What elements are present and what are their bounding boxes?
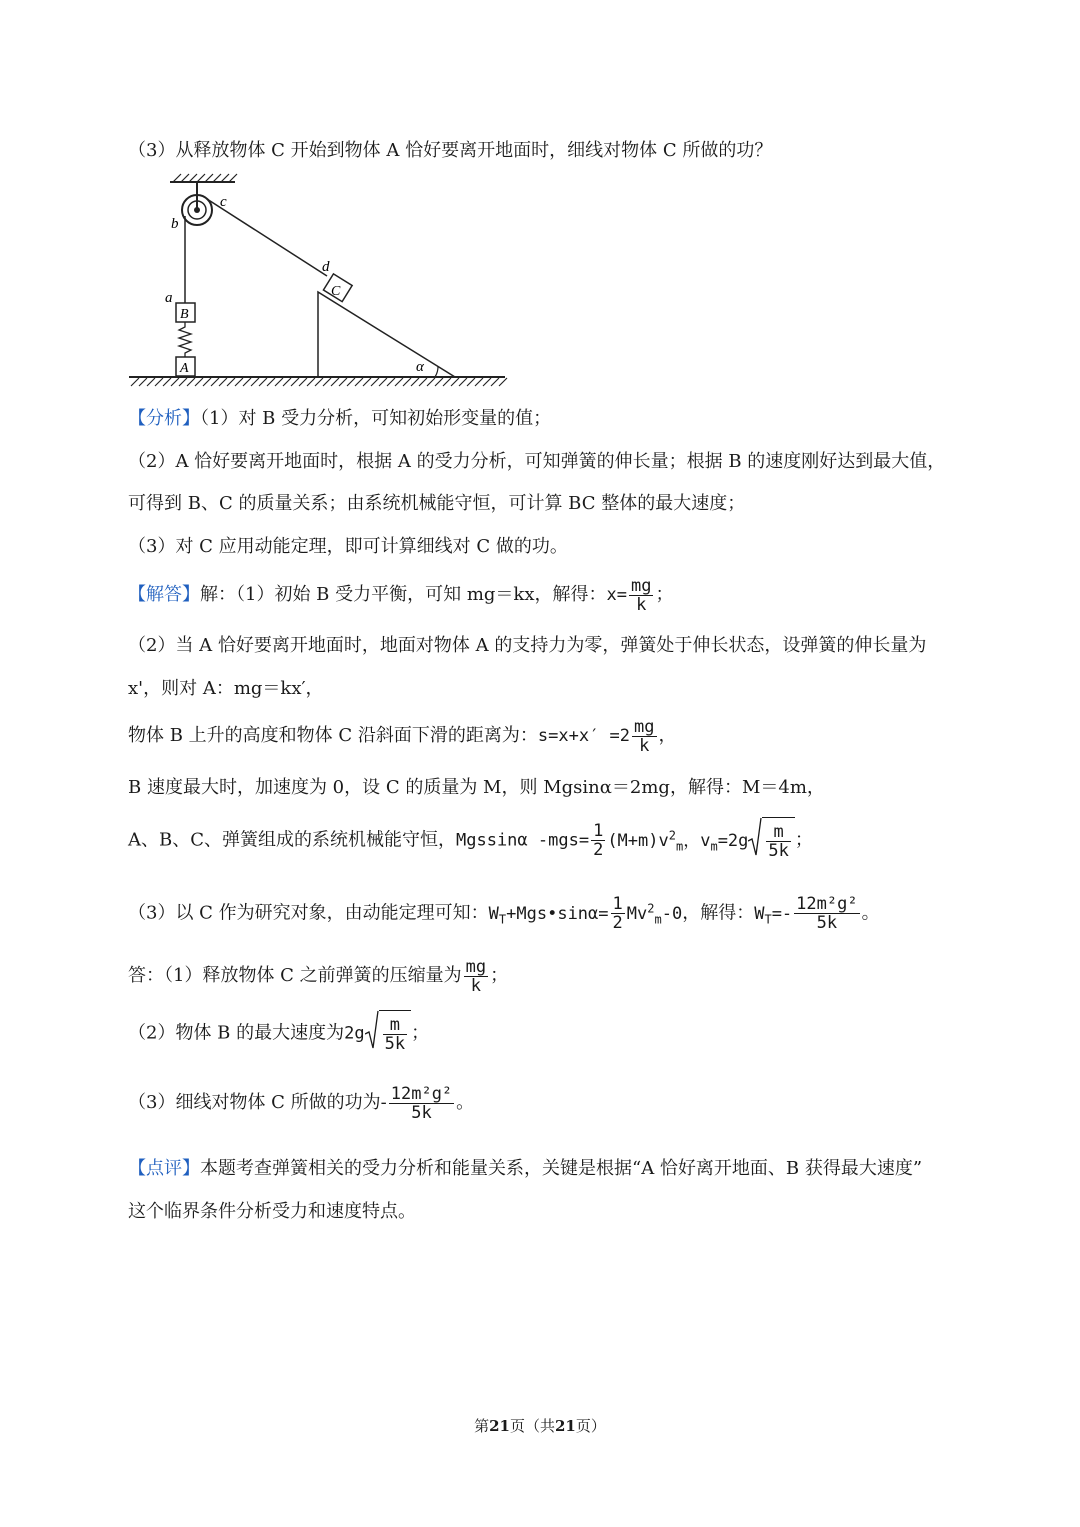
hatch-mark [283, 378, 291, 386]
hatch-mark [259, 378, 267, 386]
hatch-mark [187, 378, 195, 386]
label-A: A [180, 361, 189, 376]
solution-line-5: B 速度最大时，加速度为 0，设 C 的质量为 M，则 Mgsinα＝2mg，解得：M＝4m， [128, 777, 825, 798]
hatch-mark [499, 378, 507, 386]
solution-line-2: （2）当 A 恰好要离开地面时，地面对物体 A 的支持力为零，弹簧处于伸长状态，设弹簧的伸长量为 [128, 635, 927, 656]
hatch-mark [483, 378, 491, 386]
comment-tag: 【点评】 [128, 1158, 200, 1179]
analysis-line-1: 【分析】（1）对 B 受力分析，可知初始形变量的值； [128, 408, 552, 429]
hatch-mark [427, 378, 435, 386]
sqrt-m-5k: $\frac{m}{5k}$ [748, 817, 794, 864]
hatch-mark [363, 378, 371, 386]
hatch-mark [387, 378, 395, 386]
comment-line-1: 【点评】本题考查弹簧相关的受力分析和能量关系，关键是根据“A 恰好离开地面、B 获得最大速度” [128, 1158, 923, 1179]
fraction-work: $\frac{\text{12m²g²}}{5k}$ [796, 894, 858, 934]
comment-line-2: 这个临界条件分析受力和速度特点。 [128, 1201, 416, 1222]
answer-line-3: （3）细线对物体 C 所做的功为- $\frac{\text{12m²g²}}{5k}$ 。 [128, 1083, 475, 1123]
label-b: b [171, 216, 179, 232]
hatch-mark [459, 378, 467, 386]
hatch-mark [355, 378, 363, 386]
hatch-mark [171, 378, 179, 386]
analysis-line-3: 可得到 B、C 的质量关系；由系统机械能守恒，可计算 BC 整体的最大速度； [128, 493, 746, 514]
hatch-mark [147, 378, 155, 386]
hatch-mark [411, 378, 419, 386]
hatch-mark [251, 378, 259, 386]
physics-diagram [125, 170, 515, 390]
hatch-mark [339, 378, 347, 386]
page-footer: 第21页（共21页） [474, 1417, 606, 1435]
solution-line-6: A、B、C、弹簧组成的系统机械能守恒，Mgssinα -mgs= $\frac{1}{2}$ $(M+m)v^2_m$，$v_m=2g$ $\frac{m}{5k}$ ； [128, 812, 813, 869]
solution-line-7: （3）以 C 作为研究对象，由动能定理可知：$W_T+Mgs•\sin\alpha=$ $\frac{1}{2}$ $Mv^2_m-0$，解得：$W_T=-$ $\frac{\text{12m²g²}}{5k}$ 。 [128, 894, 880, 934]
hatch-mark [307, 378, 315, 386]
hatch-mark [315, 378, 323, 386]
fraction-mg-k: $\frac{mg}{k}$ [630, 575, 652, 615]
label-B: B [180, 307, 189, 322]
hatch-mark [291, 378, 299, 386]
hatch-mark [331, 378, 339, 386]
hatch-mark [275, 378, 283, 386]
hatch-mark [267, 378, 275, 386]
hatch-mark [435, 378, 443, 386]
analysis-line-2: （2）A 恰好要离开地面时，根据 A 的受力分析，可知弹簧的伸长量；根据 B 的速度刚好达到最大值， [128, 451, 946, 472]
analysis-tag: 【分析】 [128, 408, 200, 429]
hatch-mark [347, 378, 355, 386]
hatch-mark [419, 378, 427, 386]
label-C: C [331, 284, 341, 299]
hatch-mark [203, 378, 211, 386]
ground-hatch [131, 378, 507, 386]
label-d: d [322, 259, 330, 275]
hatch-mark [467, 378, 475, 386]
label-c: c [220, 194, 227, 210]
fraction-mg-k-2: $\frac{mg}{k}$ [634, 716, 655, 756]
solution-line-3: x'，则对 A：mg＝kx′， [128, 678, 324, 699]
hatch-mark [443, 378, 451, 386]
hatch-mark [139, 378, 147, 386]
hatch-mark [451, 378, 459, 386]
hatch-mark [131, 378, 139, 386]
label-a: a [165, 290, 173, 306]
solution-line-1: 【解答】解：（1）初始 B 受力平衡，可知 mg＝kx，解得：x= $\frac{mg}{k}$ ； [128, 575, 674, 615]
hatch-mark [395, 378, 403, 386]
hatch-mark [195, 378, 203, 386]
answer-line-1: 答：（1）释放物体 C 之前弹簧的压缩量为 $\frac{mg}{k}$ ； [128, 956, 509, 996]
hatch-mark [323, 378, 331, 386]
hatch-mark [179, 378, 187, 386]
hatch-mark [243, 378, 251, 386]
hatch-mark [299, 378, 307, 386]
label-alpha: α [416, 359, 424, 375]
hatch-mark [491, 378, 499, 386]
hatch-mark [227, 378, 235, 386]
solution-line-4: 物体 B 上升的高度和物体 C 沿斜面下滑的距离为：s=x+x′ =2 $\frac{mg}{k}$ ， [128, 716, 677, 756]
hatch-mark [371, 378, 379, 386]
hatch-mark [163, 378, 171, 386]
hatch-mark [475, 378, 483, 386]
question-text: （3）从释放物体 C 开始到物体 A 恰好要离开地面时，细线对物体 C 所做的功？ [128, 140, 773, 161]
solution-tag: 【解答】 [128, 584, 200, 605]
hatch-mark [211, 378, 219, 386]
hatch-mark [155, 378, 163, 386]
hatch-mark [403, 378, 411, 386]
answer-line-2: （2）物体 B 的最大速度为2g $\frac{m}{5k}$ ； [128, 1010, 429, 1057]
hatch-mark [219, 378, 227, 386]
analysis-line-4: （3）对 C 应用动能定理，即可计算细线对 C 做的功。 [128, 536, 568, 557]
hatch-mark [379, 378, 387, 386]
hatch-mark [235, 378, 243, 386]
